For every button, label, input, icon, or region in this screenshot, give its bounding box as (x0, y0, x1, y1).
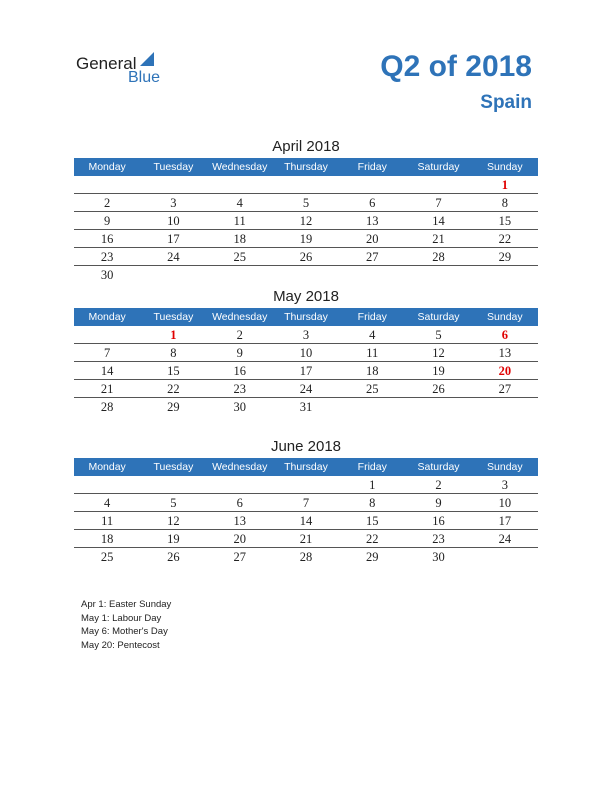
week-row (74, 398, 538, 416)
day-cell: 20 (233, 532, 246, 546)
week-row (74, 248, 538, 266)
day-cell: 28 (100, 400, 114, 414)
day-cell (405, 176, 471, 193)
day-cell: 27 (233, 550, 246, 564)
day-cell (472, 398, 538, 416)
day-cell (74, 176, 140, 193)
day-cell: 29 (167, 400, 180, 414)
day-cell: 16 (233, 364, 246, 378)
day-cell (273, 176, 339, 193)
weekday-label: Monday (88, 311, 126, 323)
day-cell: 24 (498, 532, 512, 546)
week-row (74, 380, 538, 398)
day-cell: 16 (432, 514, 445, 528)
weekday-header-row (74, 158, 538, 176)
day-cell (472, 266, 538, 284)
day-cell: 18 (366, 364, 379, 378)
week-row (74, 512, 538, 530)
month-calendar (74, 437, 538, 566)
day-cell: 4 (104, 496, 111, 510)
week-row (74, 494, 538, 512)
day-cell: 14 (100, 364, 114, 378)
week-row (74, 212, 538, 230)
day-cell (140, 176, 206, 193)
weekday-label: Friday (357, 161, 387, 173)
day-cell: 6 (369, 196, 376, 210)
day-cell: 9 (104, 214, 111, 228)
day-cell: 17 (167, 232, 180, 246)
day-cell (207, 176, 273, 193)
day-cell: 8 (170, 346, 177, 360)
day-cell: 30 (100, 268, 114, 282)
day-cell: 30 (432, 550, 445, 564)
day-cell: 26 (432, 382, 445, 396)
day-cell: 28 (432, 250, 445, 264)
day-cell: 21 (299, 532, 313, 546)
day-cell (472, 548, 538, 566)
day-cell: 7 (435, 196, 442, 210)
day-cell: 11 (101, 514, 114, 528)
day-cell: 6 (236, 496, 243, 510)
weekday-label: Thursday (284, 161, 328, 173)
day-cell: 2 (236, 328, 243, 342)
day-cell: 26 (167, 550, 180, 564)
week-row (74, 266, 538, 284)
weekday-label: Thursday (284, 311, 328, 323)
page-title: Q2 of 2018 (380, 50, 532, 83)
day-cell: 7 (104, 346, 111, 360)
day-cell: 23 (100, 250, 114, 264)
day-cell: 19 (299, 232, 313, 246)
day-cell: 18 (100, 532, 114, 546)
day-cell (207, 266, 273, 284)
day-cell: 5 (302, 196, 310, 210)
month-title: April 2018 (272, 138, 340, 155)
logo-general-text: General (76, 54, 137, 73)
day-cell: 23 (233, 382, 246, 396)
day-cell (339, 266, 405, 284)
day-cell: 13 (366, 214, 379, 228)
weekday-label: Monday (88, 461, 126, 473)
day-cell: 23 (432, 532, 445, 546)
day-cell (207, 476, 273, 493)
day-cell: 3 (501, 478, 508, 492)
day-cell: 22 (498, 232, 512, 246)
day-cell: 13 (498, 346, 512, 360)
weekday-label: Wednesday (212, 311, 268, 323)
day-cell: 18 (233, 232, 246, 246)
day-cell: 24 (299, 382, 313, 396)
weekday-label: Wednesday (212, 461, 268, 473)
day-cell: 29 (366, 550, 379, 564)
month-calendar (74, 137, 538, 284)
day-cell: 27 (366, 250, 379, 264)
day-cell (74, 476, 140, 493)
day-cell (140, 476, 206, 493)
day-cell: 6 (501, 328, 508, 342)
month-calendar (74, 287, 538, 416)
day-cell: 8 (369, 496, 376, 510)
day-cell (273, 476, 339, 493)
day-cell: 4 (236, 196, 243, 210)
day-cell: 28 (299, 550, 313, 564)
week-row (74, 530, 538, 548)
weekday-label: Monday (88, 161, 126, 173)
day-cell: 15 (498, 214, 512, 228)
day-cell: 21 (100, 382, 114, 396)
country-name: Spain (480, 92, 532, 113)
day-cell: 25 (366, 382, 379, 396)
day-cell: 17 (299, 364, 313, 378)
day-cell: 11 (366, 346, 379, 360)
weekday-label: Sunday (487, 461, 523, 473)
weekday-header-row (74, 308, 538, 326)
day-cell: 17 (498, 514, 512, 528)
day-cell: 7 (302, 496, 310, 510)
logo-triangle-icon (140, 52, 154, 66)
day-cell: 12 (299, 214, 313, 228)
day-cell: 9 (435, 496, 442, 510)
day-cell: 25 (233, 250, 246, 264)
day-cell: 9 (236, 346, 243, 360)
weekday-label: Sunday (487, 161, 523, 173)
day-cell: 13 (233, 514, 246, 528)
week-row (74, 476, 538, 494)
holiday-list (81, 598, 171, 652)
day-cell: 5 (435, 328, 442, 342)
day-cell: 10 (498, 496, 512, 510)
day-cell: 25 (100, 550, 114, 564)
day-cell: 2 (435, 478, 442, 492)
day-cell: 16 (100, 232, 114, 246)
day-cell: 4 (369, 328, 376, 342)
weekday-label: Saturday (417, 461, 460, 473)
weekday-label: Friday (357, 461, 387, 473)
week-row (74, 230, 538, 248)
day-cell: 5 (170, 496, 177, 510)
month-title: May 2018 (273, 288, 339, 305)
holiday-item: May 6: Mother's Day (81, 626, 168, 637)
weekday-label: Tuesday (153, 161, 194, 173)
day-cell: 3 (302, 328, 310, 342)
day-cell: 14 (432, 214, 445, 228)
day-cell (273, 266, 339, 284)
day-cell: 19 (167, 532, 180, 546)
day-cell: 15 (167, 364, 180, 378)
day-cell: 8 (501, 196, 508, 210)
weekday-header-row (74, 458, 538, 476)
day-cell: 29 (498, 250, 512, 264)
week-row (74, 326, 538, 344)
day-cell (339, 398, 405, 416)
month-title: June 2018 (270, 438, 342, 455)
week-row (74, 362, 538, 380)
week-row (74, 344, 538, 362)
day-cell: 22 (366, 532, 379, 546)
day-cell: 1 (369, 478, 376, 492)
day-cell: 19 (432, 364, 445, 378)
day-cell: 11 (233, 214, 246, 228)
day-cell: 1 (501, 178, 508, 192)
day-cell: 20 (498, 364, 512, 378)
day-cell (140, 266, 206, 284)
day-cell (339, 176, 405, 193)
day-cell (405, 266, 471, 284)
day-cell: 26 (299, 250, 313, 264)
weekday-label: Thursday (284, 461, 328, 473)
day-cell (405, 398, 471, 416)
day-cell: 10 (299, 346, 313, 360)
logo-blue-text: Blue (128, 69, 161, 86)
day-cell: 31 (299, 400, 313, 414)
day-cell: 24 (167, 250, 180, 264)
weekday-label: Tuesday (153, 461, 194, 473)
weekday-label: Saturday (417, 161, 460, 173)
day-cell: 1 (170, 328, 177, 342)
weekday-label: Friday (357, 311, 387, 323)
logo (76, 52, 176, 88)
week-row (74, 194, 538, 212)
day-cell: 22 (167, 382, 180, 396)
day-cell: 12 (167, 514, 180, 528)
day-cell: 21 (432, 232, 445, 246)
week-row (74, 548, 538, 566)
day-cell: 27 (498, 382, 512, 396)
holiday-item: May 20: Pentecost (81, 639, 160, 651)
day-cell: 30 (233, 400, 246, 414)
day-cell: 3 (170, 196, 177, 210)
day-cell: 12 (432, 346, 445, 360)
weekday-label: Sunday (487, 311, 523, 323)
day-cell: 14 (299, 514, 313, 528)
holiday-item: Apr 1: Easter Sunday (81, 599, 172, 610)
holiday-item: May 1: Labour Day (81, 612, 162, 624)
day-cell: 20 (366, 232, 379, 246)
week-row (74, 176, 538, 194)
day-cell: 10 (167, 214, 180, 228)
day-cell: 2 (104, 196, 111, 210)
day-cell: 15 (366, 514, 379, 528)
weekday-label: Wednesday (212, 161, 268, 173)
day-cell (74, 326, 140, 343)
weekday-label: Saturday (417, 311, 460, 323)
weekday-label: Tuesday (153, 311, 194, 323)
